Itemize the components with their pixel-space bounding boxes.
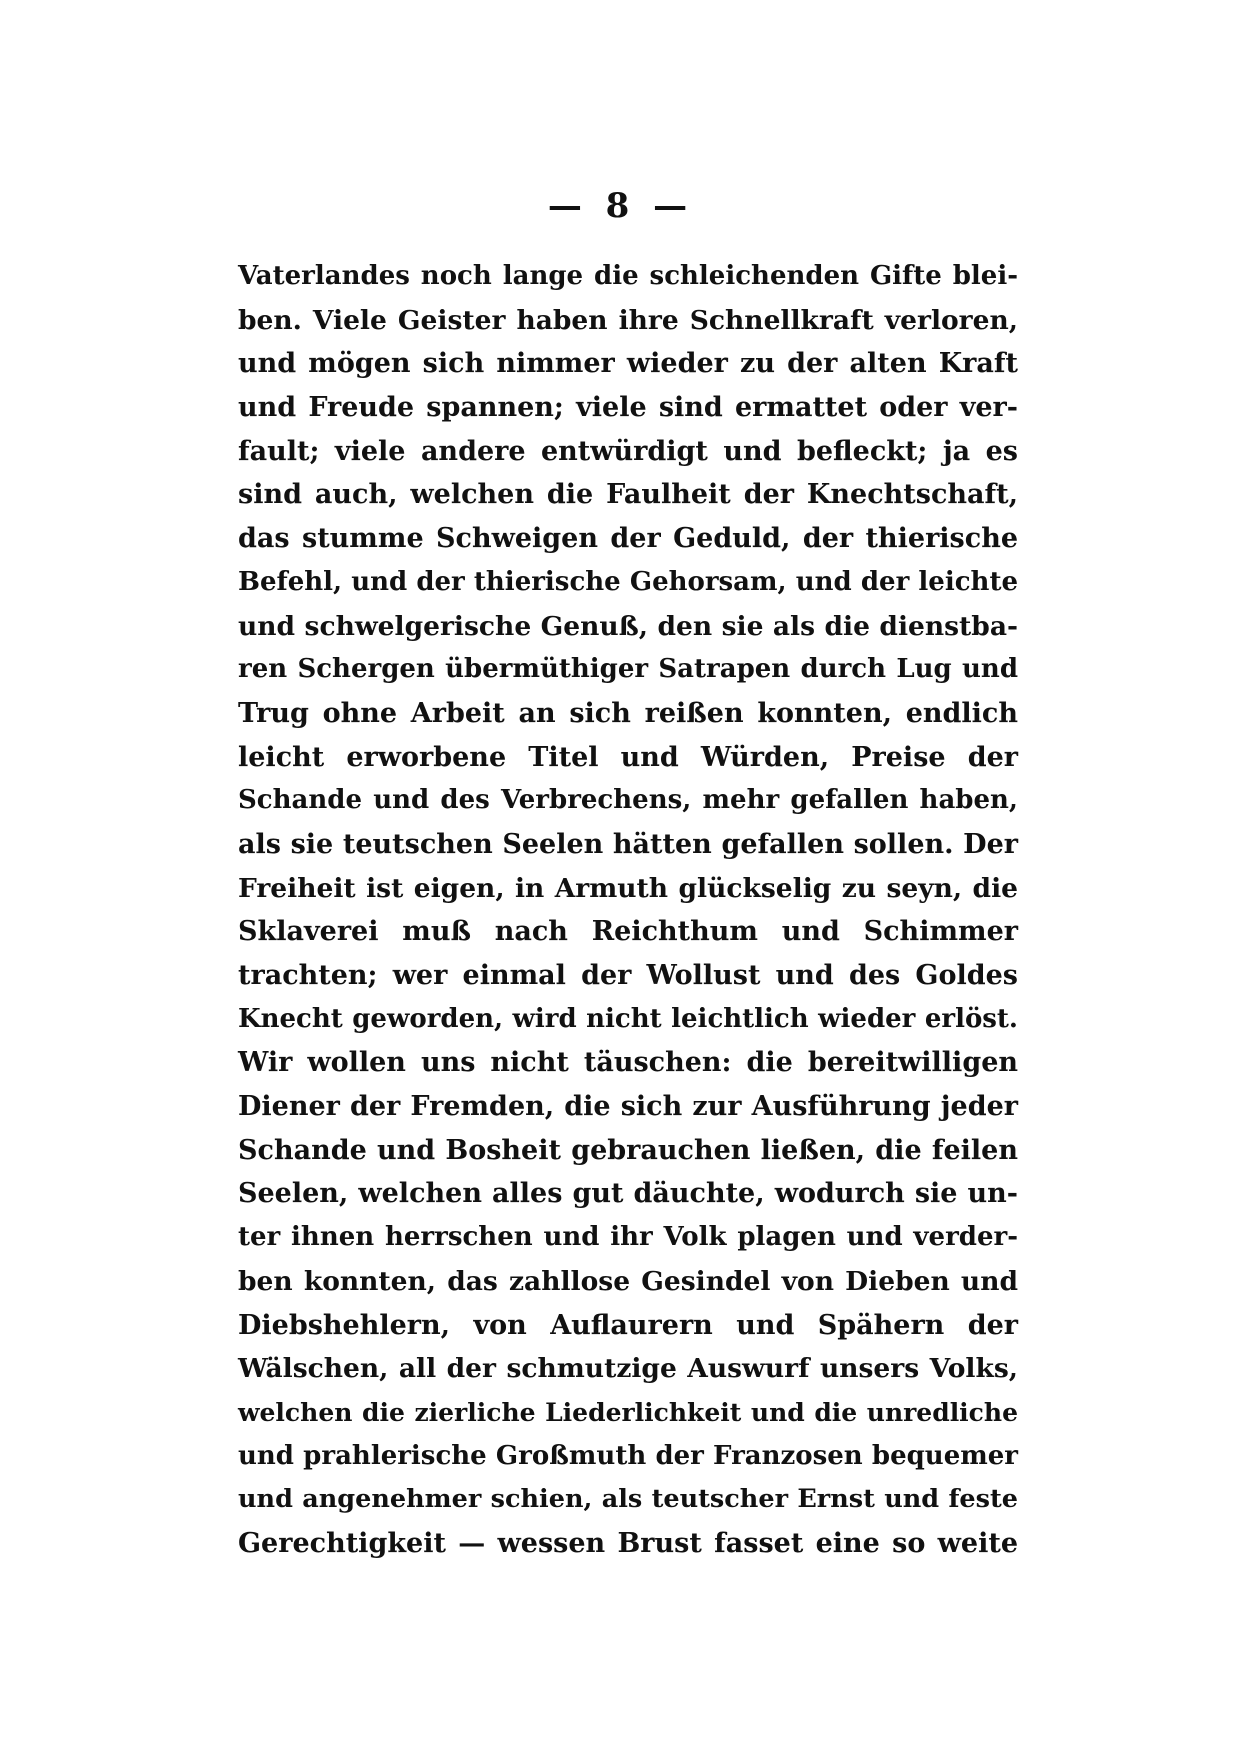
text-line: Trug ohne Arbeit an sich reißen konnten, endlich (238, 697, 1018, 729)
text-line: Sklaverei muß nach Reichthum und Schimmer (238, 916, 1018, 948)
text-line: Seelen, welchen alles gut däuchte, wodurch sie un- (238, 1178, 1018, 1210)
text-line: ren Schergen übermüthiger Satrapen durch Lug und (238, 654, 1018, 685)
text-line: Schande und des Verbrechens, mehr gefallen haben, (238, 785, 1018, 816)
text-line: Gerechtigkeit — wessen Brust fasset eine so weite (238, 1527, 1018, 1559)
text-line: Diebshehlern, von Auflaurern und Spähern der (238, 1309, 1018, 1341)
text-line: trachten; wer einmal der Wollust und des Goldes (238, 960, 1018, 991)
text-line: Schande und Bosheit gebrauchen ließen, die feilen (238, 1134, 1018, 1166)
text-line: Diener der Fremden, die sich zur Ausführung jeder (238, 1091, 1018, 1123)
text-line: und schwelgerische Genuß, den sie als die dienstba- (238, 610, 1018, 642)
text-line: ben konnten, das zahllose Gesindel von Dieben und (238, 1265, 1018, 1297)
page-number: — 8 — (547, 186, 694, 226)
text-line: Wälschen, all der schmutzige Auswurf unsers Volks, (238, 1353, 1018, 1385)
text-line: fault; viele andere entwürdigt und befleckt; ja es (238, 435, 1018, 467)
text-line: das stumme Schweigen der Geduld, der thierische (238, 523, 1018, 555)
text-line: und angenehmer schien, als teutscher Ernst und feste (238, 1484, 1018, 1515)
text-line: leicht erworbene Titel und Würden, Preise der (238, 741, 1018, 773)
text-line: Freiheit ist eigen, in Armuth glückselig zu seyn, die (238, 872, 1018, 904)
text-line: ter ihnen herrschen und ihr Volk plagen und verder- (238, 1222, 1018, 1253)
text-line: sind auch, welchen die Faulheit der Knechtschaft, (238, 479, 1018, 511)
text-line: ben. Viele Geister haben ihre Schnellkraft verloren, (238, 304, 1018, 336)
body-text (238, 255, 1018, 1566)
text-line: als sie teutschen Seelen hätten gefallen sollen. Der (238, 828, 1018, 860)
text-line: welchen die zierliche Liederlichkeit und die unredliche (238, 1397, 1018, 1427)
text-line: Befehl, und der thierische Gehorsam, und der leichte (238, 566, 1018, 597)
text-line: Knecht geworden, wird nicht leichtlich wieder erlöst. (238, 1003, 1018, 1034)
text-line: Wir wollen uns nicht täuschen: die bereitwilligen (238, 1047, 1018, 1079)
text-line: und mögen sich nimmer wieder zu der alten Kraft (238, 348, 1018, 380)
text-line: und Freude spannen; viele sind ermattet oder ver- (238, 392, 1018, 424)
text-line: und prahlerische Großmuth der Franzosen bequemer (238, 1440, 1018, 1471)
text-line: Vaterlandes noch lange die schleichenden Gifte blei- (238, 261, 1018, 291)
